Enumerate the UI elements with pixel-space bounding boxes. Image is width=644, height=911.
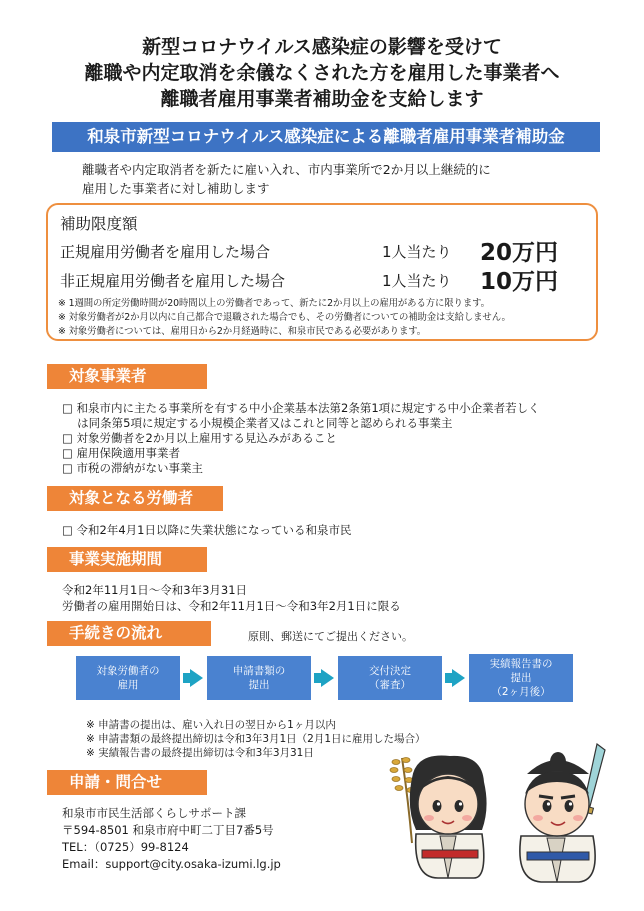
limit-note-3: ※ 対象労働者については、雇用日から2か月経過時に、和泉市民である必要があります。 [58, 326, 427, 337]
flow-arrow-3-icon [452, 669, 465, 687]
section-procedure: 手続きの流れ [47, 621, 211, 646]
headline-line-2: 離職や内定取消を余儀なくされた方を雇用した事業者へ [84, 62, 560, 84]
program-banner: 和泉市新型コロナウイルス感染症による離職者雇用事業者補助金 [52, 122, 600, 152]
flow-arrow-2-icon [321, 669, 334, 687]
headline [0, 34, 644, 112]
flow-step-hire-line-2: 雇用 [117, 679, 139, 691]
section-contact: 申請・問合せ [47, 770, 207, 795]
flow-step-report [469, 654, 573, 702]
contact-department: 和泉市市民生活部くらしサポート課 [62, 806, 246, 820]
flow-step-report-line-3: （2ヶ月後） [491, 686, 551, 698]
flow-step-report-line-2: 提出 [510, 672, 532, 684]
flow-step-hire-line-1: 対象労働者の [96, 665, 160, 677]
flow-step-hire [76, 656, 180, 700]
period-dates: 令和2年11月1日～令和3年3月31日 [62, 583, 248, 597]
mascot-right-illustration [497, 740, 625, 890]
flow-step-decision [338, 656, 442, 700]
flow-note-1: ※ 申請書の提出は、雇い入れ日の翌日から1ヶ月以内 [86, 719, 336, 731]
subsidy-limit-title: 補助限度額 [60, 215, 138, 233]
flow-arrow-1-icon [190, 669, 203, 687]
limit-note-2: ※ 対象労働者が2か月以内に自己都合で退職された場合でも、その労働者についての補助金は支給しません。 [58, 312, 511, 323]
target-worker-item-1: □ 令和2年4月1日以降に失業状態になっている和泉市民 [62, 523, 352, 537]
target-business-item-4: □ 市税の滞納がない事業主 [62, 461, 204, 475]
nonregular-worker-per: 1人当たり [382, 272, 452, 290]
intro-text [82, 160, 491, 198]
procedure-note: 原則、郵送にてご提出ください。 [248, 630, 413, 643]
flow-step-decision-line-1: 交付決定 [369, 665, 411, 677]
flow-note-2: ※ 申請書類の最終提出締切は令和3年3月1日（2月1日に雇用した場合） [86, 733, 426, 745]
flow-step-apply [207, 656, 311, 700]
period-hire-range: 労働者の雇用開始日は、令和2年11月1日～令和3年2月1日に限る [62, 599, 401, 613]
limit-note-1: ※ 1週間の所定労働時間が20時間以上の労働者であって、新たに2か月以上の雇用がある方に限ります。 [58, 298, 490, 309]
regular-worker-label: 正規雇用労働者を雇用した場合 [60, 243, 271, 261]
intro-line-2: 雇用した事業者に対し補助します [82, 181, 270, 196]
target-business-item-1-cont: は同条第5項に規定する小規模企業者又はこれと同等と認められる事業主 [62, 416, 453, 430]
contact-address: 〒594-8501 和泉市府中町二丁目7番5号 [62, 823, 274, 837]
section-target-business: 対象事業者 [47, 364, 207, 389]
target-business-item-3: □ 雇用保険適用事業者 [62, 446, 181, 460]
headline-line-3: 離職者雇用事業者補助金を支給します [160, 88, 484, 110]
flow-note-3: ※ 実績報告書の最終提出締切は令和3年3月31日 [86, 747, 314, 759]
contact-phone[interactable]: TEL：（0725）99-8124 [62, 840, 189, 854]
regular-worker-per: 1人当たり [382, 243, 452, 261]
flow-step-report-line-1: 実績報告書の [489, 658, 553, 670]
nonregular-worker-amount: 10万円 [480, 269, 559, 295]
target-business-item-1: □ 和泉市内に主たる事業所を有する中小企業基本法第2条第1項に規定する中小企業者若しく [62, 401, 540, 415]
flow-step-apply-line-1: 申請書類の [232, 665, 286, 677]
contact-email[interactable]: Email：support@city.osaka-izumi.lg.jp [62, 857, 281, 871]
headline-line-1: 新型コロナウイルス感染症の影響を受けて [142, 36, 502, 58]
section-period: 事業実施期間 [47, 547, 207, 572]
intro-line-1: 離職者や内定取消者を新たに雇い入れ、市内事業所で2か月以上継続的に [82, 162, 491, 177]
flow-step-decision-line-2: （審査） [369, 679, 411, 691]
regular-worker-amount: 20万円 [480, 240, 559, 266]
section-target-worker: 対象となる労働者 [47, 486, 223, 511]
flow-step-apply-line-2: 提出 [248, 679, 270, 691]
nonregular-worker-label: 非正規雇用労働者を雇用した場合 [60, 272, 286, 290]
target-business-item-2: □ 対象労働者を2か月以上雇用する見込みがあること [62, 431, 337, 445]
